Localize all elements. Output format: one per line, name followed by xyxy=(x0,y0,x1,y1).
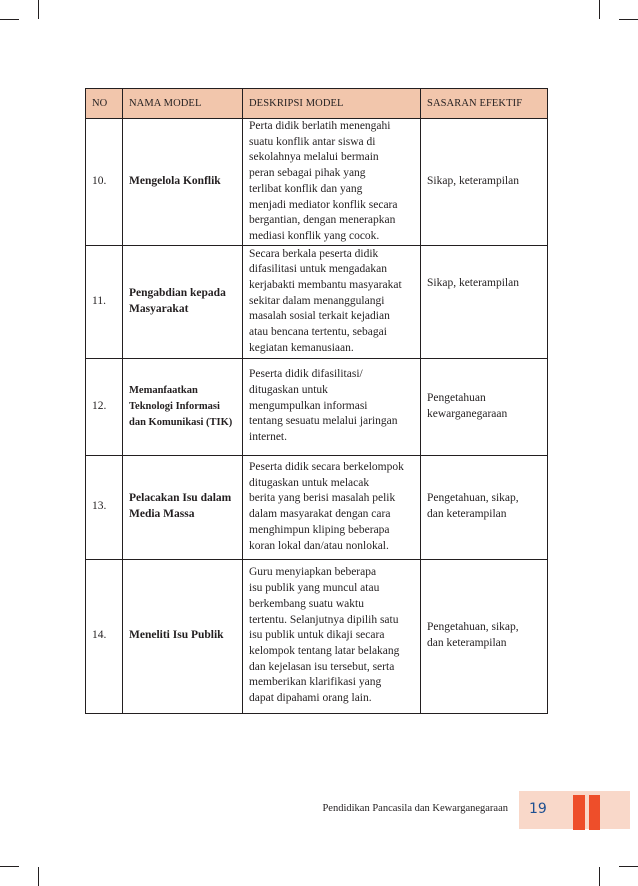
crop-mark xyxy=(0,866,19,867)
target-outcome xyxy=(421,245,548,358)
description-line: peran sebagai pihak yang xyxy=(249,167,366,180)
table-row xyxy=(86,455,548,559)
description-line: sekitar dalam menanggulangi xyxy=(249,294,385,307)
description-line: kegiatan kemanusiaan. xyxy=(249,341,354,354)
description-line: atau bencana tertentu, sebagai xyxy=(249,326,387,339)
model-name: Pengabdian kepada Masyarakat xyxy=(123,245,243,358)
crop-mark xyxy=(619,19,638,20)
description-line: Peserta didik secara berkelompok xyxy=(249,461,404,474)
model-description xyxy=(243,119,421,246)
description-line: kerjabakti membantu masyarakat xyxy=(249,279,402,292)
description-line: mengumpulkan informasi xyxy=(249,399,368,412)
header-sasaran-efektif: SASARAN EFEKTIF xyxy=(421,89,548,119)
target-outcome xyxy=(421,559,548,713)
header-nama-model: NAMA MODEL xyxy=(123,89,243,119)
header-no: NO xyxy=(86,89,123,119)
model-name: Meneliti Isu Publik xyxy=(123,559,243,713)
description-line: internet. xyxy=(249,431,287,444)
description-line: berkembang suatu waktu xyxy=(249,597,364,610)
table-row xyxy=(86,245,548,358)
model-description xyxy=(243,455,421,559)
description-line: tertentu. Selanjutnya dipilih satu xyxy=(249,613,399,626)
target-line: dan keterampilan xyxy=(427,637,507,650)
description-line: ditugaskan untuk melacak xyxy=(249,476,370,489)
target-line: Pengetahuan xyxy=(427,391,486,404)
description-line: Guru menyiapkan beberapa xyxy=(249,566,377,579)
description-line: dalam masyarakat dengan cara xyxy=(249,508,391,521)
table-row xyxy=(86,559,548,713)
row-number: 11. xyxy=(86,245,123,358)
description-line: difasilitasi untuk mengadakan xyxy=(249,263,387,276)
table-row xyxy=(86,358,548,455)
description-line: ditugaskan untuk xyxy=(249,384,328,397)
description-line: memberikan klarifikasi yang xyxy=(249,676,382,689)
model-description xyxy=(243,358,421,455)
crop-mark xyxy=(619,866,638,867)
description-line: isu publik yang muncul atau xyxy=(249,582,380,595)
description-line: terlibat konflik dan yang xyxy=(249,182,363,195)
row-number: 12. xyxy=(86,358,123,455)
page-number: 19 xyxy=(529,801,547,817)
crop-mark xyxy=(599,0,600,19)
target-line: kewarganegaraan xyxy=(427,407,508,420)
target-line: dan keterampilan xyxy=(427,508,507,521)
description-line: mediasi konflik yang cocok. xyxy=(249,229,380,242)
row-number: 14. xyxy=(86,559,123,713)
description-line: isu publik untuk dikaji secara xyxy=(249,629,385,642)
target-line: Pengetahuan, sikap, xyxy=(427,621,519,634)
model-name: Memanfaatkan Teknologi Informasi dan Komunikasi (TIK) xyxy=(123,358,243,455)
description-line: tentang sesuatu melalui jaringan xyxy=(249,415,398,428)
table-row xyxy=(86,119,548,246)
target-line: Sikap, keterampilan xyxy=(427,174,519,187)
description-line: dan kejelasan isu tersebut, serta xyxy=(249,660,395,673)
table-header-row xyxy=(86,89,548,119)
description-line: berita yang berisi masalah pelik xyxy=(249,492,396,505)
description-line: koran lokal dan/atau nonlokal. xyxy=(249,539,389,552)
description-line: bergantian, dengan menerapkan xyxy=(249,214,396,227)
model-table xyxy=(85,88,548,714)
description-line: menghimpun kliping beberapa xyxy=(249,523,390,536)
description-line: Peserta didik difasilitasi/ xyxy=(249,368,363,381)
target-outcome xyxy=(421,455,548,559)
description-line: kelompok tentang latar belakang xyxy=(249,644,400,657)
model-description xyxy=(243,245,421,358)
footer-book-title: Pendidikan Pancasila dan Kewarganegaraan xyxy=(322,803,508,814)
target-line: Pengetahuan, sikap, xyxy=(427,492,519,505)
description-line: sekolahnya melalui bermain xyxy=(249,151,379,164)
model-name: Pelacakan Isu dalam Media Massa xyxy=(123,455,243,559)
description-line: dapat dipahami orang lain. xyxy=(249,692,372,705)
model-name: Mengelola Konflik xyxy=(123,119,243,246)
crop-mark xyxy=(38,0,39,19)
description-line: Secara berkala peserta didik xyxy=(249,247,379,260)
model-description xyxy=(243,559,421,713)
description-line: suatu konflik antar siswa di xyxy=(249,135,376,148)
description-line: masalah sosial terkait kejadian xyxy=(249,310,390,323)
crop-mark xyxy=(38,867,39,886)
header-deskripsi-model: DESKRIPSI MODEL xyxy=(243,89,421,119)
footer-accent-bar xyxy=(589,795,600,830)
description-line: menjadi mediator konflik secara xyxy=(249,198,398,211)
target-line: Sikap, keterampilan xyxy=(427,276,519,289)
row-number: 13. xyxy=(86,455,123,559)
description-line: Perta didik berlatih menengahi xyxy=(249,120,391,132)
crop-mark xyxy=(0,19,19,20)
row-number: 10. xyxy=(86,119,123,246)
crop-mark xyxy=(599,867,600,886)
footer-accent-bar xyxy=(573,795,585,830)
target-outcome xyxy=(421,119,548,246)
target-outcome xyxy=(421,358,548,455)
